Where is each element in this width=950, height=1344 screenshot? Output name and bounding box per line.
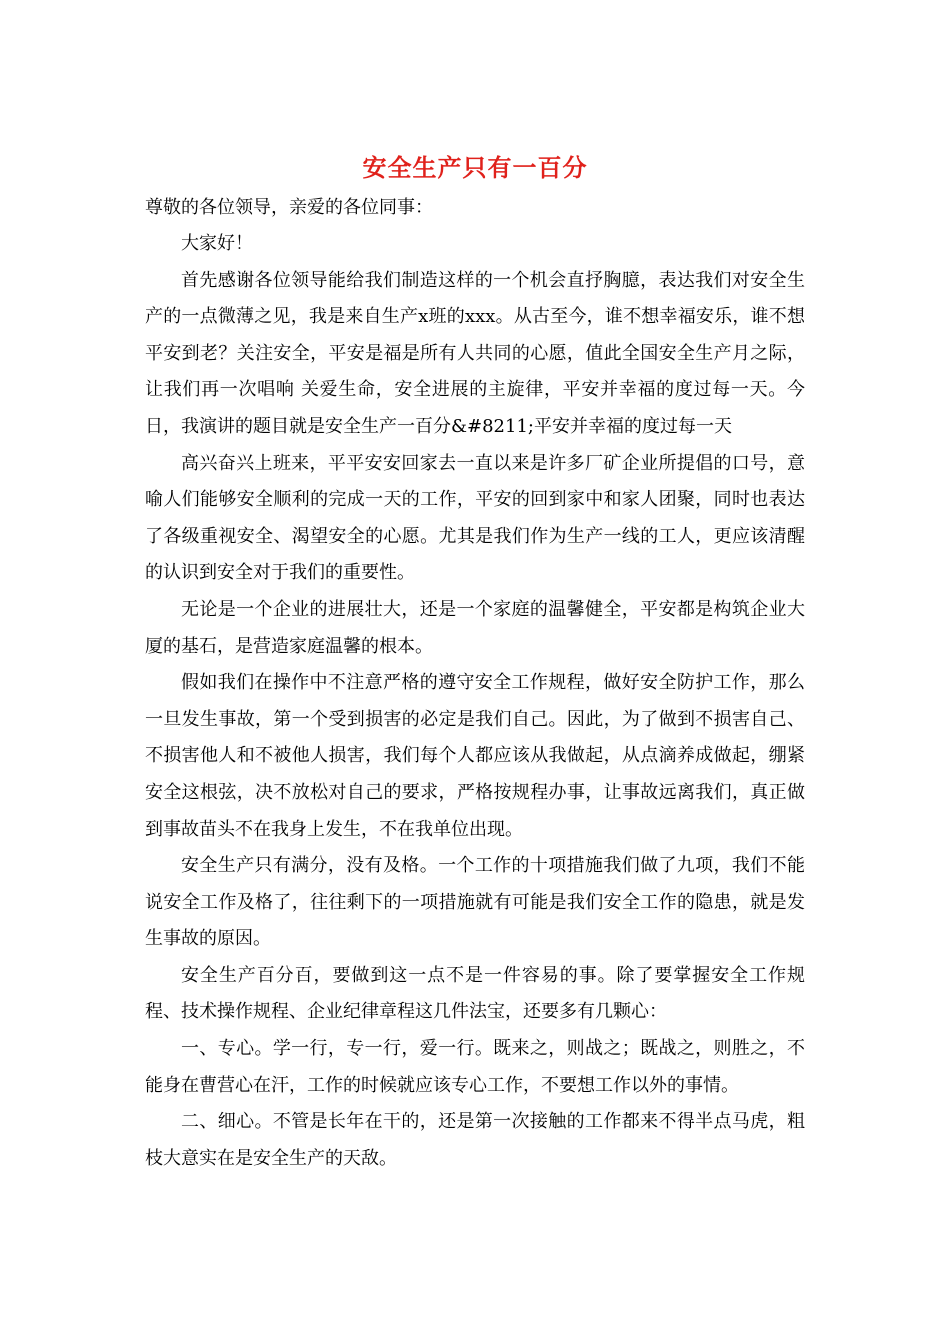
- paragraph-slogan: 高兴奋兴上班来，平平安安回家去一直以来是许多厂矿企业所提倡的口号，意喻人们能够安全顺利的完成一天的工作，平安的回到家中和家人团聚，同时也表达了各级重视安全、渴望安全的心愿。尤其是我们作为生产一线的工人，更应该清醒的认识到安全对于我们的重要性。: [145, 452, 805, 584]
- paragraph-introduction: 首先感谢各位领导能给我们制造这样的一个机会直抒胸臆，表达我们对安全生产的一点微薄之见，我是来自生产x班的xxx。从古至今，谁不想幸福安乐，谁不想平安到老？关注安全，平安是福是所有人共同的心愿，值此全国安全生产月之际，让我们再一次唱响 关爱生命，安全进展的主旋律，平安并幸福的度过每一天。今日，我演讲的题目就是安全生产一百分&#8211;平安并幸福的度过每一天: [145, 269, 805, 437]
- paragraph-focus: 一、专心。学一行，专一行，爱一行。既来之，则战之；既战之，则胜之，不能身在曹营心在汗，工作的时候就应该专心工作，不要想工作以外的事情。: [145, 1038, 805, 1096]
- paragraph-hundred-percent: 安全生产百分百，要做到这一点不是一件容易的事。除了要掌握安全工作规程、技术操作规程、企业纪律章程这几件法宝，还要多有几颗心：: [145, 964, 805, 1023]
- salutation: 尊敬的各位领导，亲爱的各位同事：: [145, 197, 433, 218]
- document-page: [145, 148, 805, 1177]
- document-title: 安全生产只有一百分: [362, 153, 588, 182]
- paragraph-full-score: 安全生产只有满分，没有及格。一个工作的十项措施我们做了九项，我们不能说安全工作及格了，往往剩下的一项措施就有可能是我们安全工作的隐患，就是发生事故的原因。: [145, 855, 805, 950]
- paragraph-greeting: 大家好！: [181, 233, 253, 254]
- paragraph-operation-rules: 假如我们在操作中不注意严格的遵守安全工作规程，做好安全防护工作，那么一旦发生事故，第一个受到损害的必定是我们自己。因此，为了做到不损害自己、不损害他人和不被他人损害，我们每个人都应该从我做起，从点滴养成做起，绷紧安全这根弦，决不放松对自己的要求，严格按规程办事，让事故远离我们，真正做到事故苗头不在我身上发生，不在我单位出现。: [145, 672, 805, 840]
- paragraph-foundation: 无论是一个企业的进展壮大，还是一个家庭的温馨健全，平安都是构筑企业大厦的基石，是营造家庭温馨的根本。: [145, 598, 805, 657]
- paragraph-carefulness: 二、细心。不管是长年在干的，还是第一次接触的工作都来不得半点马虎，粗枝大意实在是安全生产的天敌。: [145, 1111, 805, 1169]
